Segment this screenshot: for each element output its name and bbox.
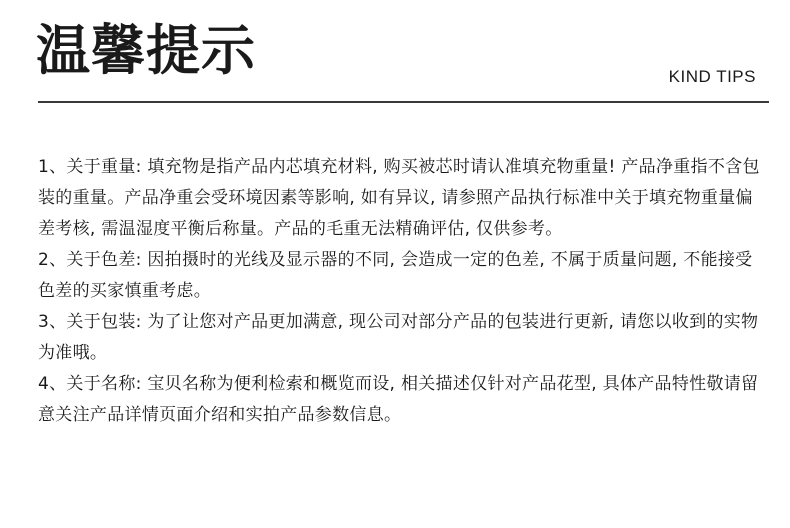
header — [0, 0, 790, 110]
tip-weight: 1、关于重量: 填充物是指产品内芯填充材料, 购买被芯时请认准填充物重量! 产品净重指不含包装的重量。产品净重会受环境因素等影响, 如有异议, 请参照产品执行标准中关于填充物重量偏差考核, 需温湿度平衡后称量。产品的毛重无法精确评估, 仅供参考。 — [38, 157, 760, 239]
tip-color-difference: 2、关于色差: 因拍摄时的光线及显示器的不同, 会造成一定的色差, 不属于质量问题, 不能接受色差的买家慎重考虑。 — [38, 250, 753, 301]
tips-list — [38, 152, 760, 431]
page-subtitle: KIND TIPS — [668, 67, 756, 86]
page-title: 温馨提示 — [36, 19, 256, 82]
tip-packaging: 3、关于包装: 为了让您对产品更加满意, 现公司对部分产品的包装进行更新, 请您以收到的实物为准哦。 — [38, 312, 759, 363]
header-divider — [38, 101, 769, 103]
tip-product-name: 4、关于名称: 宝贝名称为便利检索和概览而设, 相关描述仅针对产品花型, 具体产品特性敬请留意关注产品详情页面介绍和实拍产品参数信息。 — [38, 374, 759, 425]
